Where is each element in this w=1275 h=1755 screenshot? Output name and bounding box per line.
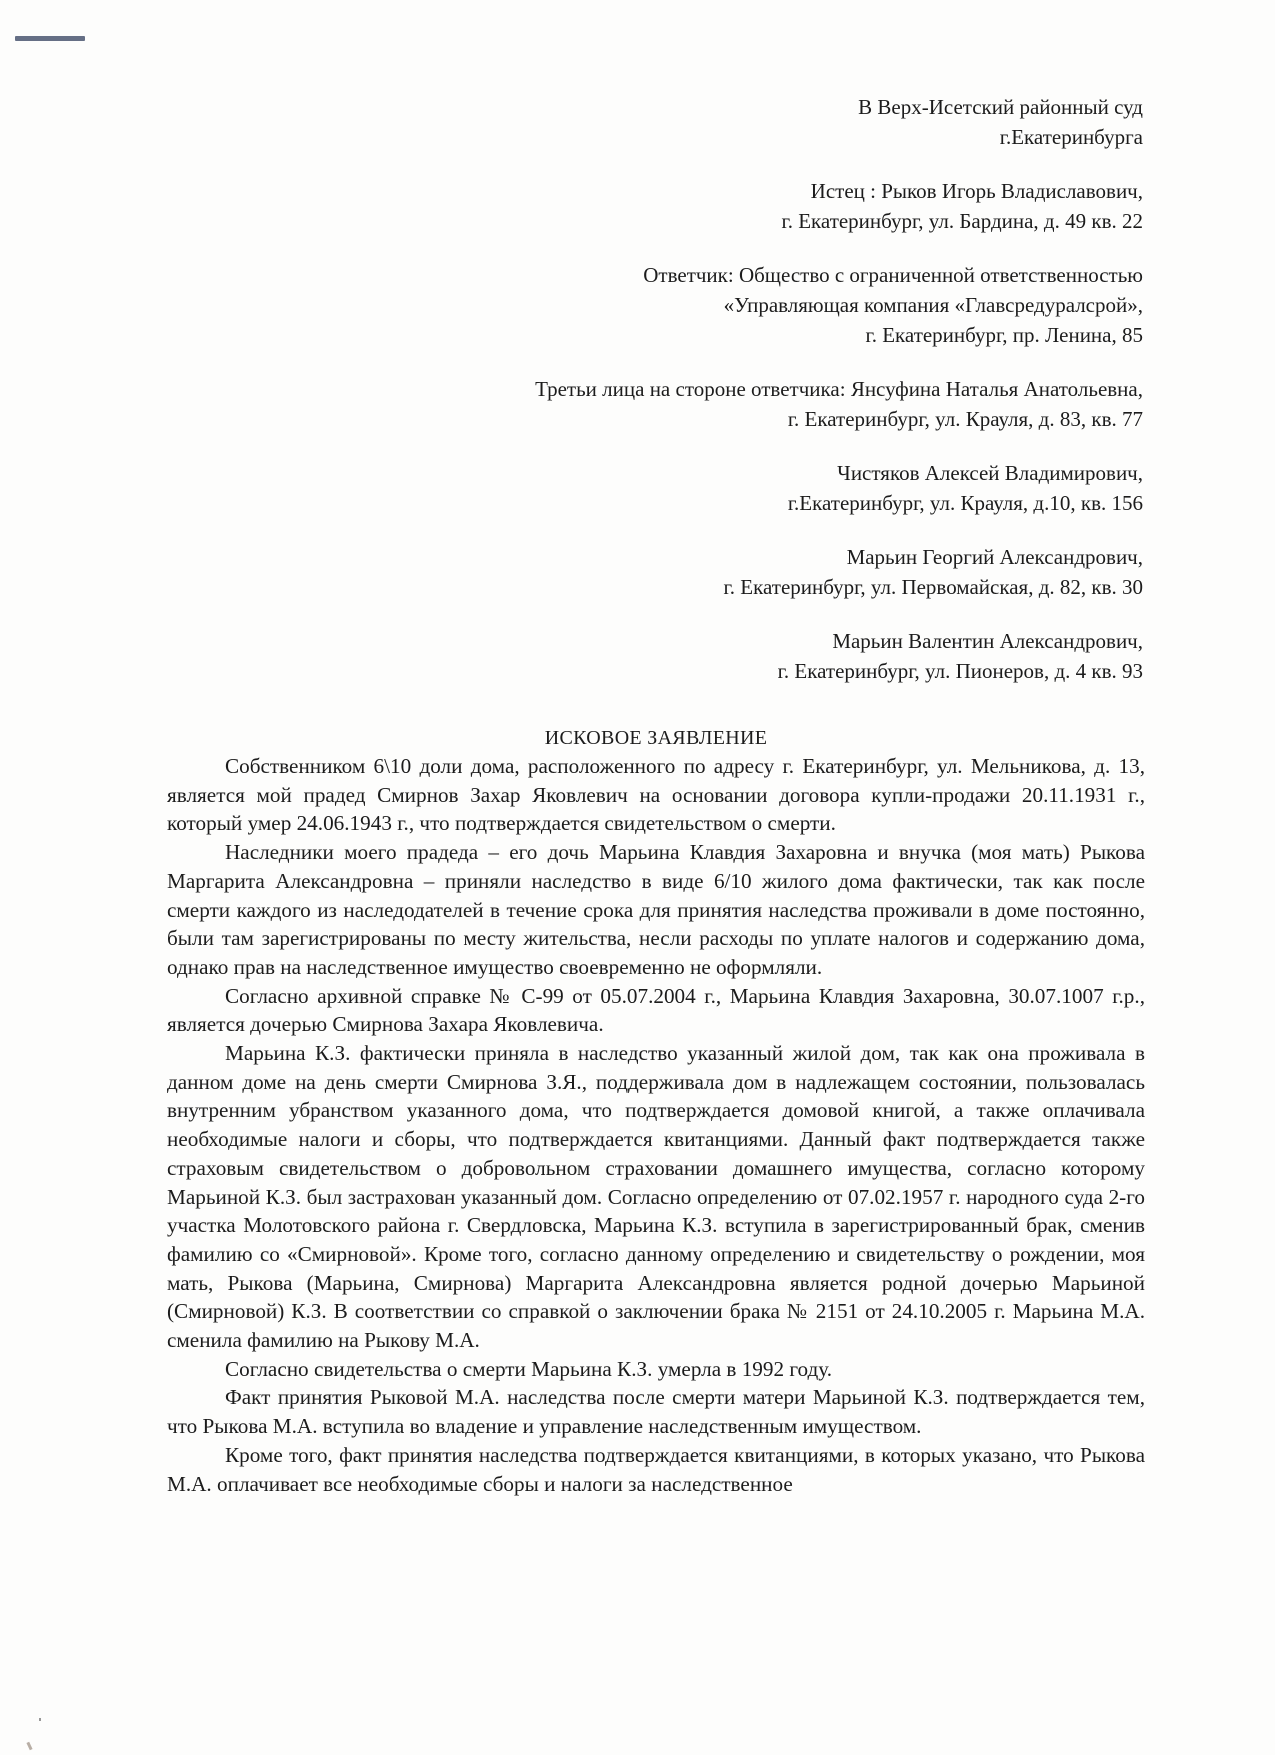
body-paragraph: Факт принятия Рыковой М.А. наследства после смерти матери Марьиной К.З. подтверждается тем, что Рыкова М.А. вступила во владение и управление наследственным имуществом. — [167, 1385, 1145, 1439]
body-paragraph: Собственником 6\10 доли дома, расположенного по адресу г. Екатеринбург, ул. Мельникова, д. 13, является мой прадед Смирнов Захар Яковлевич на основании договора купли-продажи 20.11.1931 г., который умер 24.06.1943 г., что подтверждается свидетельством о смерти. — [167, 754, 1145, 836]
plaintiff-name: Истец : Рыков Игорь Владиславович, — [810, 179, 1143, 203]
defendant-name: «Управляющая компания «Главсредуралсрой», — [723, 293, 1143, 317]
scan-artifact-mark — [15, 36, 85, 41]
third-party-address: г.Екатеринбург, ул. Крауля, д.10, кв. 156 — [787, 491, 1143, 515]
body-paragraph: Наследники моего прадеда – его дочь Марьина Клавдия Захаровна и внучка (моя мать) Рыкова Маргарита Александровна – приняли наследство в виде 6/10 жилого дома фактически, так как после смерти каждого из наследодателей в течение срока для принятия наследства проживали в доме постоянно, были там зарегистрированы по месту жительства, несли расходы по уплате налогов и содержанию дома, однако прав на наследственное имущество своевременно не оформляли. — [167, 840, 1145, 979]
third-party-address: г. Екатеринбург, ул. Первомайская, д. 82, кв. 30 — [723, 575, 1143, 599]
body-paragraph: Кроме того, факт принятия наследства подтверждается квитанциями, в которых указано, что Рыкова М.А. оплачивает все необходимые сборы и налоги за наследственное — [167, 1442, 1145, 1496]
addressee-block — [323, 92, 1143, 686]
court-city: г.Екатеринбурга — [999, 125, 1143, 149]
plaintiff-address: г. Екатеринбург, ул. Бардина, д. 49 кв. 22 — [781, 209, 1143, 233]
defendant-address: г. Екатеринбург, пр. Ленина, 85 — [865, 323, 1143, 347]
court-name: В Верх-Исетский районный суд — [858, 95, 1143, 119]
third-party-block — [323, 542, 1143, 602]
document-title: ИСКОВОЕ ЗАЯВЛЕНИЕ — [544, 727, 768, 749]
body-paragraph: Согласно свидетельства о смерти Марьина К.З. умерла в 1992 году. — [225, 1356, 833, 1381]
third-party-name: Чистяков Алексей Владимирович, — [837, 461, 1143, 485]
body-paragraph: Марьина К.З. фактически приняла в наследство указанный жилой дом, так как она проживала в данном доме на день смерти Смирнова З.Я., поддерживала дом в надлежащем состоянии, пользовалась внутренним убранством указанного дома, что подтверждается домовой книгой, а также оплачивала необходимые налоги и сборы, что подтверждается квитанциями. Данный факт подтверждается также страховым свидетельством о добровольном страховании домашнего имущества, согласно которому Марьиной К.З. был застрахован указанный дом. Согласно определению от 07.02.1957 г. народного суда 2-го участка Молотовского района г. Свердловска, Марьина К.З. вступила в зарегистрированный брак, сменив фамилию со «Смирновой». Кроме того, согласно данному определению и свидетельству о рождении, моя мать, Рыкова (Марьина, Смирнова) Маргарита Александровна является родной дочерью Марьиной (Смирновой) К.З. В соответствии со справкой о заключении брака № 2151 от 24.10.2005 г. Марьина М.А. сменила фамилию на Рыкову М.А. — [167, 1041, 1145, 1353]
defendant-type: Ответчик: Общество с ограниченной ответственностью — [643, 263, 1143, 287]
scan-artifact-speck — [26, 1742, 32, 1751]
third-party-name: Марьин Георгий Александрович, — [846, 545, 1143, 569]
third-party-address: г. Екатеринбург, ул. Крауля, д. 83, кв. 77 — [787, 407, 1143, 431]
scan-artifact-dot — [39, 1718, 41, 1721]
third-party-block — [323, 458, 1143, 518]
body-paragraph: Согласно архивной справке № С-99 от 05.07.2004 г., Марьина Клавдия Захаровна, 30.07.1007 г.р., является дочерью Смирнова Захара Яковлевича. — [167, 983, 1145, 1037]
third-party-name: Третьи лица на стороне ответчика: Янсуфина Наталья Анатольевна, — [535, 377, 1143, 401]
third-party-block — [323, 626, 1143, 686]
third-party-name: Марьин Валентин Александрович, — [832, 629, 1143, 653]
court-block — [323, 92, 1143, 152]
plaintiff-block — [323, 176, 1143, 236]
third-party-address: г. Екатеринбург, ул. Пионеров, д. 4 кв. 93 — [777, 659, 1143, 683]
document-body — [167, 752, 1145, 1498]
defendant-block — [323, 260, 1143, 350]
third-party-block — [323, 374, 1143, 434]
